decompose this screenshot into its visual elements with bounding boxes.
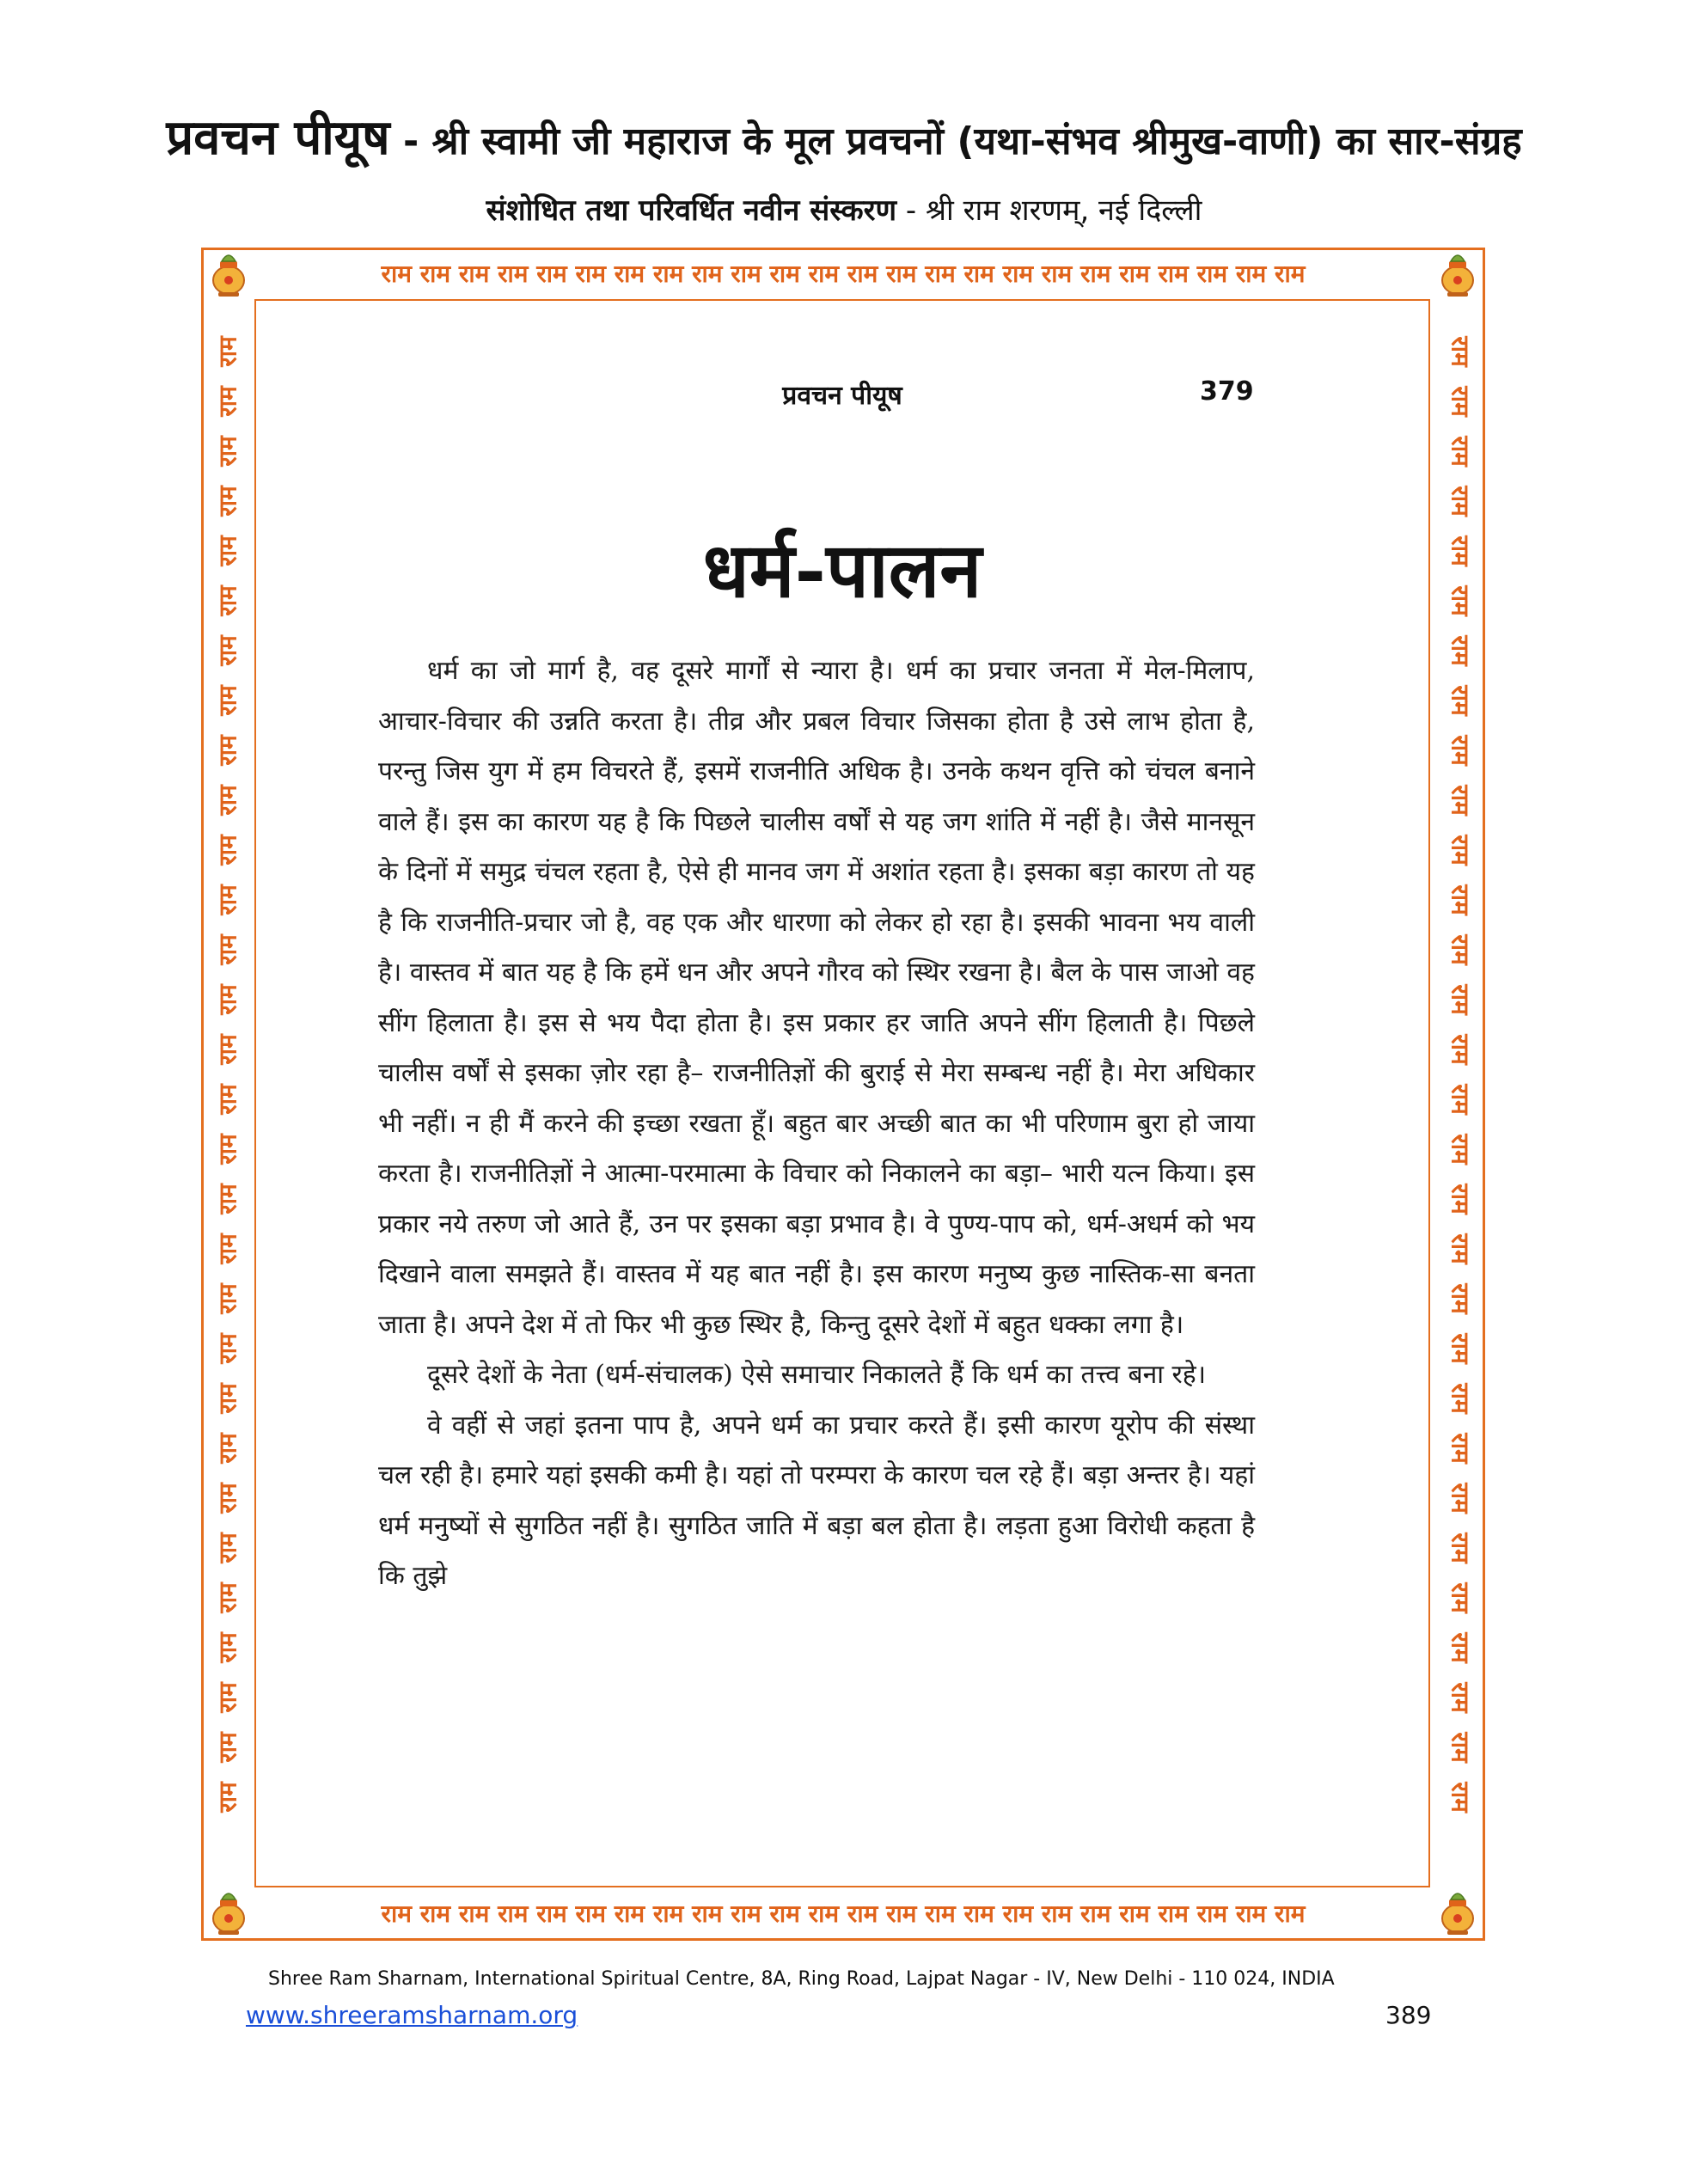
ram-border-word: राम xyxy=(213,1134,242,1165)
chapter-title: धर्म-पालन xyxy=(702,525,982,615)
ram-border-right xyxy=(1439,327,1482,1857)
ram-border-word: राम xyxy=(1446,1333,1475,1364)
ram-border-word: राम xyxy=(213,884,242,915)
ram-border-word: राम xyxy=(213,735,242,766)
paragraph: धर्म का जो मार्ग है, वह दूसरे मार्गों से न्यारा है। धर्म का प्रचार जनता में मेल-मिलाप, आचार-विचार की उन्नति करता है। तीव्र और प्रबल विचार जिसका होता है उसे लाभ होता है, परन्तु जिस युग में हम विचरते हैं, इसमें राजनीति अधिक है। उनके कथन वृत्ति को चंचल बनाने वाले हैं। इस का कारण यह है कि पिछले चालीस वर्षों से यह जग शांति में नहीं है। जैसे मानसून के दिनों में समुद्र चंचल रहता है, ऐसे ही मानव जग में अशांत रहता है। इसका बड़ा कारण तो यह है कि राजनीति-प्रचार जो है, वह एक और धारणा को लेकर हो रहा है। इसकी भावना भय वाली है। वास्तव में बात यह है कि हमें धन और अपने गौरव को स्थिर रखना है। बैल के पास जाओ वह सींग हिलाता है। इस से भय पैदा होता है। इस प्रकार हर जाति अपने सींग हिलाती है। पिछले चालीस वर्षों से इसका ज़ोर रहा है– राजनीतिज्ञों की बुराई से मेरा सम्बन्ध नहीं है। मेरा अधिकार भी नहीं। न ही मैं करने की इच्छा रखता हूँ। बहुत बार अच्छी बात का भी परिणाम बुरा हो जाया करता है। राजनीतिज्ञों ने आत्मा-परमात्मा के विचार को निकालने का बड़ा– भारी यत्न किया। इस प्रकार नये तरुण जो आते हैं, उन पर इसका बड़ा प्रभाव है। वे पुण्य-पाप को, धर्म-अधर्म को भय दिखाने वाला समझते हैं। वास्तव में यह बात नहीं है। इस कारण मनुष्य कुछ नास्तिक-सा बनता जाता है। अपने देश में तो फिर भी कुछ स्थिर है, किन्तु दूसरे देशों में बहुत धक्का लगा है। xyxy=(378,656,1255,1340)
ram-border-word: राम xyxy=(213,436,242,467)
header-subtitle-bold: संशोधित तथा परिवर्धित नवीन संस्करण xyxy=(486,193,897,228)
ram-border-word: राम xyxy=(213,984,242,1015)
ram-border-word: राम xyxy=(1446,486,1475,517)
ram-border-word: राम xyxy=(213,336,242,367)
paragraph: वे वहीं से जहां इतना पाप है, अपने धर्म का प्रचार करते हैं। इसी कारण यूरोप की संस्था चल रही है। हमारे यहां इसकी कमी है। यहां तो परम्परा के कारण चल रहे हैं। बड़ा अन्तर है। यहां धर्म मनुष्यों से सुगठित नहीं है। सुगठित जाति में बड़ा बल होता है। लड़ता हुआ विरोधी कहता है कि तुझे xyxy=(378,1410,1255,1591)
ram-border-word: राम xyxy=(1446,1383,1475,1414)
ram-border-word: राम xyxy=(213,386,242,417)
ram-border-word: राम xyxy=(1446,984,1475,1015)
ram-border-word: राम xyxy=(1446,1433,1475,1464)
ram-border-word: राम xyxy=(1446,1233,1475,1264)
body-text xyxy=(378,646,1255,1602)
ram-border-word: राम xyxy=(1446,1483,1475,1514)
ram-border-word: राम xyxy=(1446,735,1475,766)
ram-border-word: राम xyxy=(213,1532,242,1563)
ram-border-word: राम xyxy=(1446,685,1475,716)
ram-border-word: राम xyxy=(213,1582,242,1613)
website-link[interactable]: www.shreeramsharnam.org xyxy=(246,2001,578,2029)
ram-border-word: राम xyxy=(213,486,242,517)
footer-page-number: 389 xyxy=(1385,2001,1432,2029)
ram-border-word: राम xyxy=(213,1034,242,1065)
ram-border-word: राम xyxy=(1446,635,1475,666)
ram-border-word: राम xyxy=(213,1433,242,1464)
ram-border-word: राम xyxy=(1446,436,1475,467)
ram-border-word: राम xyxy=(213,635,242,666)
ram-border-word: राम xyxy=(1446,934,1475,965)
ram-border-word: राम xyxy=(213,1233,242,1264)
ram-border-word: राम xyxy=(213,1333,242,1364)
paragraph: दूसरे देशों के नेता (धर्म-संचालक) ऐसे समाचार निकालते हैं कि धर्म का तत्त्व बना रहे। xyxy=(427,1360,1207,1390)
kalash-icon xyxy=(203,1887,254,1939)
ram-border-word: राम xyxy=(213,535,242,566)
header-title-main: प्रवचन पीयूष xyxy=(166,110,390,166)
ram-border-word: राम xyxy=(213,1483,242,1514)
ram-border-word: राम xyxy=(1446,1632,1475,1663)
ram-border-word: राम xyxy=(1446,1084,1475,1115)
ram-border-word: राम xyxy=(213,1184,242,1214)
footer-address: Shree Ram Sharnam, International Spiritual Centre, 8A, Ring Road, Lajpat Nagar - IV, New Delhi - 110 024, INDIA xyxy=(268,1968,1335,1990)
ram-border-word: राम xyxy=(213,835,242,866)
ram-border-left xyxy=(207,327,250,1857)
header-title xyxy=(0,103,1688,168)
ram-border-word: राम xyxy=(213,1732,242,1763)
header-subtitle xyxy=(0,189,1688,229)
running-title: प्रवचन पीयूष xyxy=(782,381,902,411)
ram-border-word: राम xyxy=(213,785,242,816)
ram-border-top: राम राम राम राम राम राम राम राम राम राम राम राम राम राम राम राम राम राम राम राम राम राम राम राम xyxy=(381,260,1306,288)
ram-border-word: राम xyxy=(1446,535,1475,566)
kalash-icon xyxy=(1432,249,1483,301)
kalash-icon xyxy=(203,249,254,301)
book-page-number: 379 xyxy=(1200,376,1254,407)
header-subtitle-rest: - श्री राम शरणम्, नई दिल्ली xyxy=(896,193,1202,228)
header-title-rest: - श्री स्वामी जी महाराज के मूल प्रवचनों (यथा-संभव श्रीमुख-वाणी) का सार-संग्रह xyxy=(389,119,1522,163)
ram-border-word: राम xyxy=(1446,336,1475,367)
ram-border-word: राम xyxy=(1446,386,1475,417)
ram-border-word: राम xyxy=(1446,1582,1475,1613)
ram-border-bottom: राम राम राम राम राम राम राम राम राम राम राम राम राम राम राम राम राम राम राम राम राम राम राम राम xyxy=(381,1900,1306,1928)
ram-border-word: राम xyxy=(213,1084,242,1115)
ram-border-word: राम xyxy=(1446,785,1475,816)
ram-border-word: राम xyxy=(1446,1732,1475,1763)
ram-border-word: राम xyxy=(213,685,242,716)
ram-border-word: राम xyxy=(1446,884,1475,915)
ram-border-word: राम xyxy=(213,1632,242,1663)
ram-border-word: राम xyxy=(1446,1034,1475,1065)
document-header xyxy=(0,103,1688,229)
ram-border-word: राम xyxy=(1446,1184,1475,1214)
ram-border-word: राम xyxy=(1446,1283,1475,1314)
ram-border-word: राम xyxy=(1446,1682,1475,1713)
ram-border-word: राम xyxy=(1446,585,1475,616)
kalash-icon xyxy=(1432,1887,1483,1939)
ram-border-word: राम xyxy=(1446,1134,1475,1165)
ram-border-word: राम xyxy=(213,934,242,965)
ram-border-word: राम xyxy=(213,1782,242,1813)
ram-border-word: राम xyxy=(213,1283,242,1314)
ram-border-word: राम xyxy=(1446,835,1475,866)
ram-border-word: राम xyxy=(213,1682,242,1713)
ram-border-word: राम xyxy=(1446,1782,1475,1813)
ram-border-word: राम xyxy=(213,585,242,616)
ram-border-word: राम xyxy=(213,1383,242,1414)
ram-border-word: राम xyxy=(1446,1532,1475,1563)
